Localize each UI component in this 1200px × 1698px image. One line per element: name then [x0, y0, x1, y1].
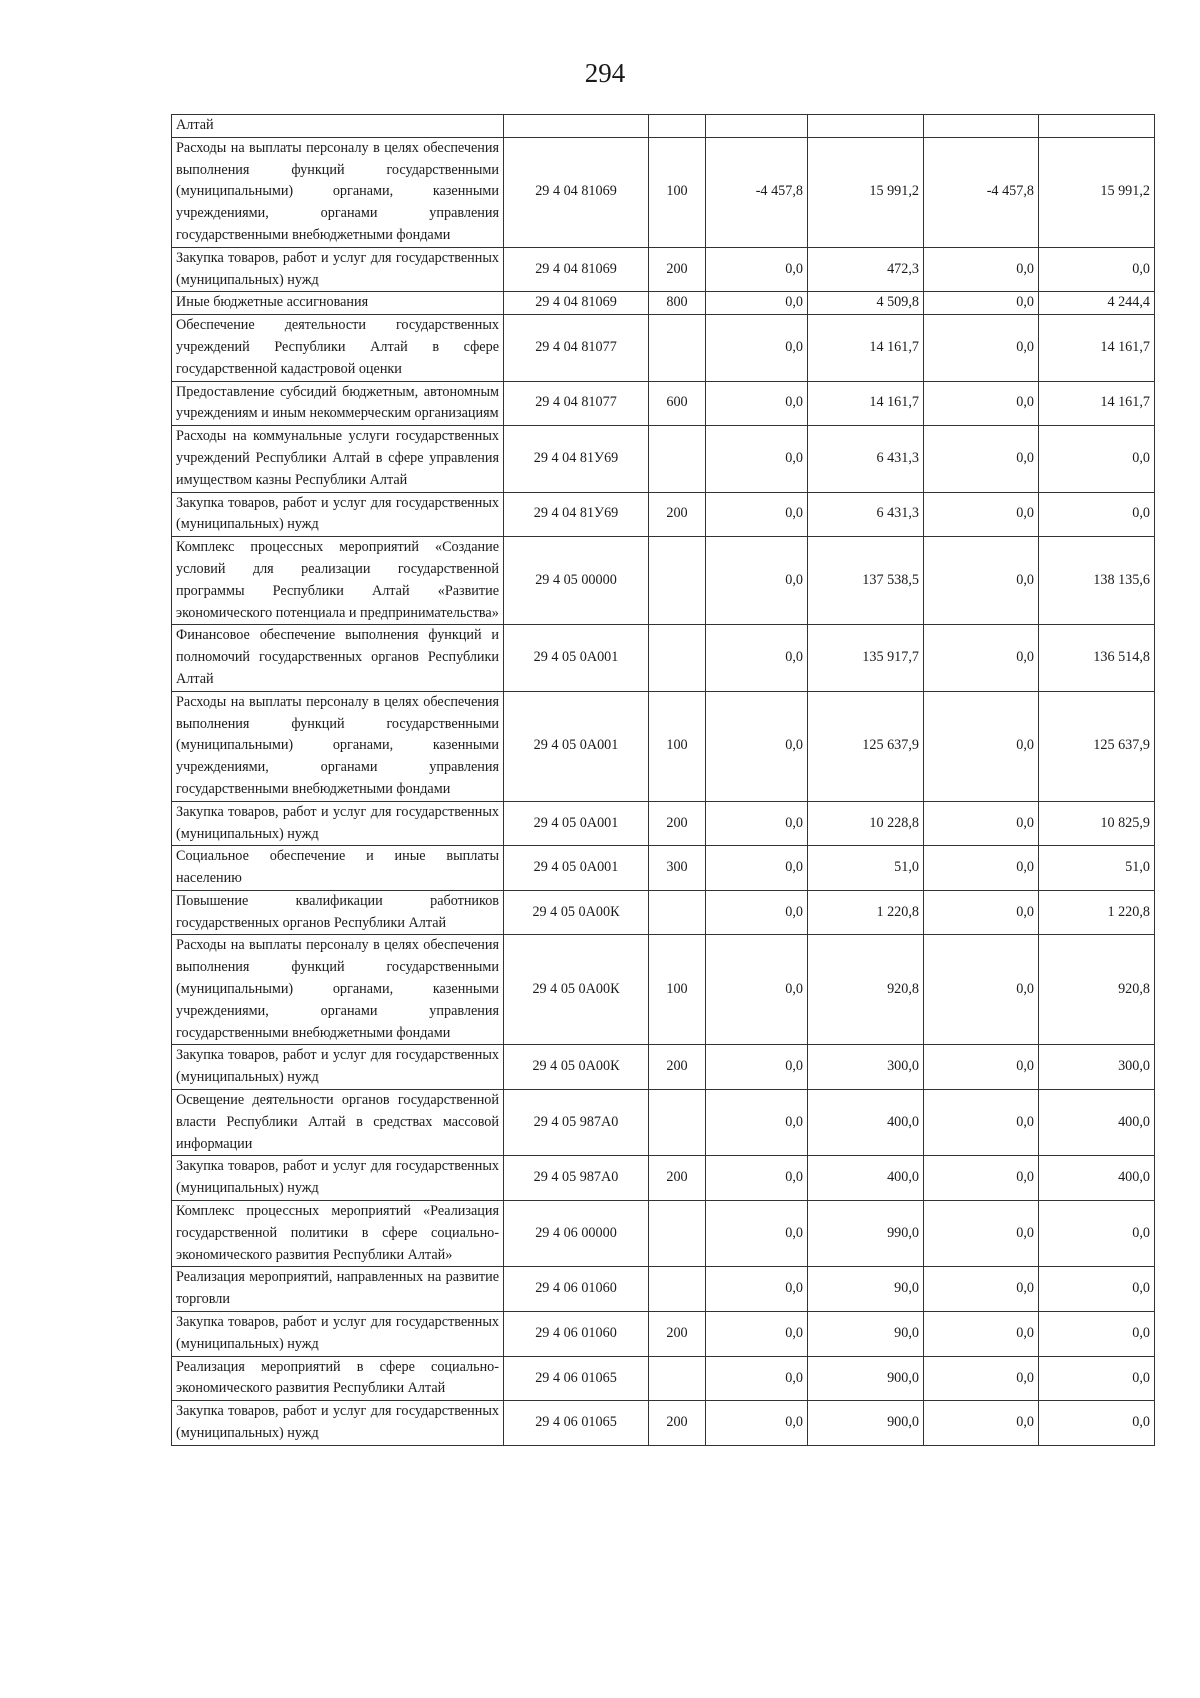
- row-amount-total-2: 0,0: [1039, 1312, 1155, 1357]
- row-amount-total-2: 4 244,4: [1039, 292, 1155, 315]
- row-description: Расходы на коммунальные услуги государственных учреждений Республики Алтай в сфере управления имуществом казны Республики Алтай: [172, 426, 504, 492]
- row-amount-total-2: 15 991,2: [1039, 137, 1155, 247]
- table-row: [172, 801, 1155, 846]
- table-row: [172, 1156, 1155, 1201]
- row-amount-total-1: 990,0: [808, 1201, 924, 1267]
- row-amount-change-2: 0,0: [924, 1201, 1039, 1267]
- row-amount-change-2: 0,0: [924, 625, 1039, 691]
- row-amount-total-1: 125 637,9: [808, 691, 924, 801]
- table-row: [172, 1312, 1155, 1357]
- row-amount-total-2: 51,0: [1039, 846, 1155, 891]
- row-description: Освещение деятельности органов государственной власти Республики Алтай в средствах массовой информации: [172, 1090, 504, 1156]
- row-description: Закупка товаров, работ и услуг для государственных (муниципальных) нужд: [172, 1312, 504, 1357]
- row-description: Расходы на выплаты персоналу в целях обеспечения выполнения функций государственными (муниципальными) органами, казенными учреждениями, органами управления государственными внебюджетными фондами: [172, 935, 504, 1045]
- budget-table-body: [172, 115, 1155, 1446]
- row-target-code: 29 4 06 01060: [504, 1267, 649, 1312]
- row-amount-total-1: 135 917,7: [808, 625, 924, 691]
- row-amount-total-2: 125 637,9: [1039, 691, 1155, 801]
- row-amount-total-1: 90,0: [808, 1267, 924, 1312]
- row-target-code: 29 4 06 01065: [504, 1356, 649, 1401]
- row-description: Реализация мероприятий, направленных на развитие торговли: [172, 1267, 504, 1312]
- row-target-code: 29 4 05 0А00К: [504, 890, 649, 935]
- row-amount-change-2: 0,0: [924, 801, 1039, 846]
- row-description: Закупка товаров, работ и услуг для государственных (муниципальных) нужд: [172, 801, 504, 846]
- row-amount-total-1: 4 509,8: [808, 292, 924, 315]
- row-expense-type: 200: [649, 1045, 706, 1090]
- row-amount-change-1: 0,0: [706, 625, 808, 691]
- row-amount-total-2: 138 135,6: [1039, 537, 1155, 625]
- table-row: [172, 426, 1155, 492]
- row-amount-total-2: 14 161,7: [1039, 315, 1155, 381]
- row-expense-type: [649, 537, 706, 625]
- row-description: Закупка товаров, работ и услуг для государственных (муниципальных) нужд: [172, 1045, 504, 1090]
- row-description: Предоставление субсидий бюджетным, автономным учреждениям и иным некоммерческим организациям: [172, 381, 504, 426]
- row-target-code: 29 4 06 00000: [504, 1201, 649, 1267]
- row-amount-change-2: 0,0: [924, 890, 1039, 935]
- row-target-code: 29 4 05 0А00К: [504, 935, 649, 1045]
- budget-table: [171, 114, 1155, 1446]
- row-amount-total-2: 400,0: [1039, 1090, 1155, 1156]
- row-amount-total-2: 10 825,9: [1039, 801, 1155, 846]
- row-description: Реализация мероприятий в сфере социально-экономического развития Республики Алтай: [172, 1356, 504, 1401]
- row-expense-type: 200: [649, 1156, 706, 1201]
- row-target-code: 29 4 04 81069: [504, 292, 649, 315]
- row-description: Расходы на выплаты персоналу в целях обеспечения выполнения функций государственными (муниципальными) органами, казенными учреждениями, органами управления государственными внебюджетными фондами: [172, 691, 504, 801]
- row-expense-type: [649, 115, 706, 138]
- row-expense-type: 600: [649, 381, 706, 426]
- row-amount-total-1: 1 220,8: [808, 890, 924, 935]
- row-expense-type: [649, 890, 706, 935]
- table-row: [172, 315, 1155, 381]
- row-expense-type: 200: [649, 1312, 706, 1357]
- row-expense-type: [649, 625, 706, 691]
- row-expense-type: 800: [649, 292, 706, 315]
- row-amount-change-2: 0,0: [924, 315, 1039, 381]
- row-amount-total-1: 900,0: [808, 1356, 924, 1401]
- table-row: [172, 492, 1155, 537]
- row-amount-change-2: 0,0: [924, 247, 1039, 292]
- row-amount-total-1: 51,0: [808, 846, 924, 891]
- row-expense-type: [649, 315, 706, 381]
- table-row: [172, 1401, 1155, 1446]
- table-row: [172, 890, 1155, 935]
- row-amount-change-1: 0,0: [706, 315, 808, 381]
- row-amount-change-1: 0,0: [706, 846, 808, 891]
- row-amount-change-1: 0,0: [706, 1156, 808, 1201]
- row-amount-change-2: 0,0: [924, 1312, 1039, 1357]
- row-amount-change-1: 0,0: [706, 1045, 808, 1090]
- row-amount-total-1: 6 431,3: [808, 492, 924, 537]
- row-amount-change-1: 0,0: [706, 691, 808, 801]
- table-row: [172, 846, 1155, 891]
- row-target-code: 29 4 04 81077: [504, 381, 649, 426]
- row-amount-total-2: 0,0: [1039, 1356, 1155, 1401]
- row-description: Социальное обеспечение и иные выплаты населению: [172, 846, 504, 891]
- row-amount-change-2: 0,0: [924, 1090, 1039, 1156]
- row-amount-change-1: 0,0: [706, 1312, 808, 1357]
- row-amount-total-1: 6 431,3: [808, 426, 924, 492]
- row-amount-change-2: 0,0: [924, 537, 1039, 625]
- row-amount-total-2: 1 220,8: [1039, 890, 1155, 935]
- row-amount-change-1: 0,0: [706, 292, 808, 315]
- table-row: [172, 115, 1155, 138]
- row-amount-change-1: 0,0: [706, 1090, 808, 1156]
- row-amount-total-1: [808, 115, 924, 138]
- row-description: Закупка товаров, работ и услуг для государственных (муниципальных) нужд: [172, 247, 504, 292]
- row-description: Повышение квалификации работников государственных органов Республики Алтай: [172, 890, 504, 935]
- table-row: [172, 537, 1155, 625]
- row-amount-change-1: 0,0: [706, 247, 808, 292]
- row-amount-change-2: 0,0: [924, 1045, 1039, 1090]
- row-target-code: 29 4 04 81У69: [504, 426, 649, 492]
- row-expense-type: [649, 1201, 706, 1267]
- row-description: Закупка товаров, работ и услуг для государственных (муниципальных) нужд: [172, 1156, 504, 1201]
- row-description: Обеспечение деятельности государственных учреждений Республики Алтай в сфере государственной кадастровой оценки: [172, 315, 504, 381]
- row-description: Алтай: [172, 115, 504, 138]
- row-amount-change-1: 0,0: [706, 801, 808, 846]
- row-amount-total-2: 0,0: [1039, 1267, 1155, 1312]
- row-amount-change-2: 0,0: [924, 935, 1039, 1045]
- row-amount-change-2: 0,0: [924, 846, 1039, 891]
- row-target-code: 29 4 05 0А001: [504, 801, 649, 846]
- row-amount-total-2: 300,0: [1039, 1045, 1155, 1090]
- row-amount-change-1: 0,0: [706, 426, 808, 492]
- row-amount-total-2: 0,0: [1039, 1201, 1155, 1267]
- table-row: [172, 381, 1155, 426]
- row-amount-change-2: 0,0: [924, 292, 1039, 315]
- row-expense-type: [649, 1356, 706, 1401]
- row-target-code: 29 4 06 01065: [504, 1401, 649, 1446]
- row-amount-change-2: 0,0: [924, 381, 1039, 426]
- row-amount-total-1: 920,8: [808, 935, 924, 1045]
- row-amount-change-1: [706, 115, 808, 138]
- row-amount-change-1: 0,0: [706, 935, 808, 1045]
- row-amount-change-2: 0,0: [924, 1356, 1039, 1401]
- row-target-code: 29 4 05 0А001: [504, 691, 649, 801]
- table-row: [172, 935, 1155, 1045]
- row-amount-change-2: 0,0: [924, 1267, 1039, 1312]
- row-expense-type: [649, 1090, 706, 1156]
- row-expense-type: 200: [649, 801, 706, 846]
- row-target-code: 29 4 05 987А0: [504, 1156, 649, 1201]
- row-amount-change-1: 0,0: [706, 381, 808, 426]
- row-amount-total-2: 0,0: [1039, 426, 1155, 492]
- row-expense-type: [649, 426, 706, 492]
- row-expense-type: 200: [649, 492, 706, 537]
- row-amount-change-1: 0,0: [706, 1201, 808, 1267]
- row-amount-change-2: [924, 115, 1039, 138]
- table-row: [172, 625, 1155, 691]
- row-target-code: 29 4 04 81069: [504, 247, 649, 292]
- table-row: [172, 1090, 1155, 1156]
- row-expense-type: 100: [649, 137, 706, 247]
- row-target-code: 29 4 04 81069: [504, 137, 649, 247]
- row-target-code: 29 4 04 81У69: [504, 492, 649, 537]
- row-amount-change-2: 0,0: [924, 426, 1039, 492]
- row-target-code: 29 4 05 0А00К: [504, 1045, 649, 1090]
- row-amount-change-1: 0,0: [706, 537, 808, 625]
- page-number: 294: [584, 58, 626, 88]
- row-amount-change-1: 0,0: [706, 1401, 808, 1446]
- row-amount-total-1: 14 161,7: [808, 381, 924, 426]
- row-expense-type: 200: [649, 1401, 706, 1446]
- row-amount-total-2: 0,0: [1039, 492, 1155, 537]
- row-amount-total-1: 15 991,2: [808, 137, 924, 247]
- row-amount-total-2: 0,0: [1039, 1401, 1155, 1446]
- row-amount-total-1: 400,0: [808, 1090, 924, 1156]
- row-description: Закупка товаров, работ и услуг для государственных (муниципальных) нужд: [172, 492, 504, 537]
- row-amount-change-2: 0,0: [924, 1156, 1039, 1201]
- row-amount-total-2: 0,0: [1039, 247, 1155, 292]
- row-amount-change-1: 0,0: [706, 890, 808, 935]
- row-target-code: 29 4 04 81077: [504, 315, 649, 381]
- table-row: [172, 247, 1155, 292]
- row-description: Закупка товаров, работ и услуг для государственных (муниципальных) нужд: [172, 1401, 504, 1446]
- row-target-code: 29 4 05 987А0: [504, 1090, 649, 1156]
- row-amount-change-1: 0,0: [706, 1356, 808, 1401]
- row-amount-total-1: 90,0: [808, 1312, 924, 1357]
- table-row: [172, 1201, 1155, 1267]
- row-expense-type: 100: [649, 691, 706, 801]
- row-amount-change-2: -4 457,8: [924, 137, 1039, 247]
- row-amount-total-1: 14 161,7: [808, 315, 924, 381]
- table-row: [172, 292, 1155, 315]
- row-amount-total-1: 400,0: [808, 1156, 924, 1201]
- row-target-code: [504, 115, 649, 138]
- row-expense-type: 300: [649, 846, 706, 891]
- row-amount-total-1: 472,3: [808, 247, 924, 292]
- row-amount-total-2: 136 514,8: [1039, 625, 1155, 691]
- row-amount-change-2: 0,0: [924, 492, 1039, 537]
- row-amount-total-1: 137 538,5: [808, 537, 924, 625]
- row-amount-change-1: 0,0: [706, 1267, 808, 1312]
- row-amount-total-2: [1039, 115, 1155, 138]
- row-amount-total-1: 900,0: [808, 1401, 924, 1446]
- table-row: [172, 1356, 1155, 1401]
- table-row: [172, 1045, 1155, 1090]
- table-row: [172, 691, 1155, 801]
- row-amount-total-1: 300,0: [808, 1045, 924, 1090]
- row-expense-type: 200: [649, 247, 706, 292]
- row-amount-total-1: 10 228,8: [808, 801, 924, 846]
- row-expense-type: [649, 1267, 706, 1312]
- row-description: Иные бюджетные ассигнования: [172, 292, 504, 315]
- row-target-code: 29 4 05 0А001: [504, 625, 649, 691]
- row-expense-type: 100: [649, 935, 706, 1045]
- table-row: [172, 1267, 1155, 1312]
- row-amount-total-2: 14 161,7: [1039, 381, 1155, 426]
- row-target-code: 29 4 05 00000: [504, 537, 649, 625]
- row-description: Комплекс процессных мероприятий «Реализация государственной политики в сфере социально-экономического развития Республики Алтай»: [172, 1201, 504, 1267]
- row-amount-change-2: 0,0: [924, 1401, 1039, 1446]
- row-amount-change-1: -4 457,8: [706, 137, 808, 247]
- row-amount-change-1: 0,0: [706, 492, 808, 537]
- row-amount-total-2: 400,0: [1039, 1156, 1155, 1201]
- row-amount-change-2: 0,0: [924, 691, 1039, 801]
- row-description: Финансовое обеспечение выполнения функций и полномочий государственных органов Республики Алтай: [172, 625, 504, 691]
- row-target-code: 29 4 05 0А001: [504, 846, 649, 891]
- table-row: [172, 137, 1155, 247]
- row-amount-total-2: 920,8: [1039, 935, 1155, 1045]
- row-description: Расходы на выплаты персоналу в целях обеспечения выполнения функций государственными (муниципальными) органами, казенными учреждениями, органами управления государственными внебюджетными фондами: [172, 137, 504, 247]
- row-description: Комплекс процессных мероприятий «Создание условий для реализации государственной программы Республики Алтай «Развитие экономического потенциала и предпринимательства»: [172, 537, 504, 625]
- row-target-code: 29 4 06 01060: [504, 1312, 649, 1357]
